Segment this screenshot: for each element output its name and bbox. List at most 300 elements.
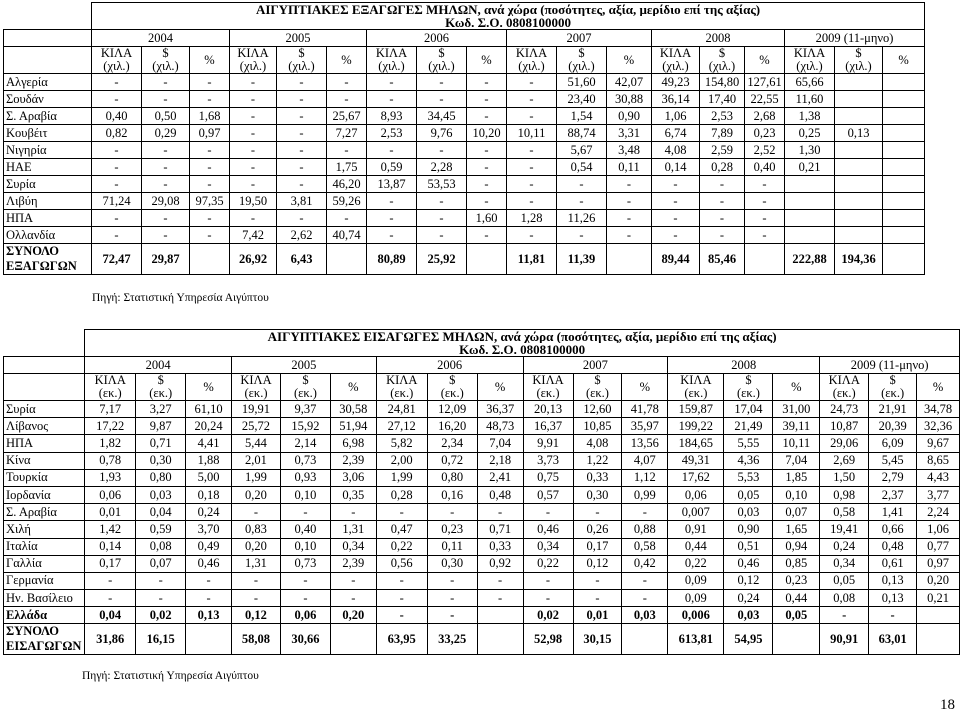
- table-cell: -: [376, 607, 427, 624]
- table-cell: 65,66: [785, 74, 835, 91]
- year-header: 2008: [652, 30, 785, 47]
- table-cell: 9,91: [523, 435, 573, 452]
- table-row: [4, 521, 960, 538]
- table-cell: 59,26: [327, 193, 367, 210]
- table-cell: -: [280, 572, 330, 589]
- table-cell: -: [427, 572, 477, 589]
- table-cell: 0,40: [92, 108, 142, 125]
- row-country: Ιταλία: [4, 538, 85, 555]
- row-country: ΗΑΕ: [4, 159, 92, 176]
- total-cell: [607, 244, 652, 275]
- table-cell: -: [869, 607, 917, 624]
- table-cell: 1,82: [85, 435, 136, 452]
- table-cell: -: [467, 108, 507, 125]
- table-cell: [835, 227, 883, 244]
- table-row: [4, 125, 925, 142]
- table-cell: -: [230, 210, 277, 227]
- table-row: [4, 74, 925, 91]
- table-cell: -: [367, 227, 417, 244]
- total-cell: 89,44: [652, 244, 700, 275]
- table-cell: 39,11: [773, 418, 820, 435]
- row-country: Λίβανος: [4, 418, 85, 435]
- table-cell: -: [230, 108, 277, 125]
- row-country: Τουρκία: [4, 469, 85, 486]
- table-cell: -: [652, 210, 700, 227]
- table-cell: 0,44: [773, 590, 820, 607]
- table-cell: 0,16: [427, 486, 477, 503]
- column-header-pct: %: [186, 374, 232, 401]
- year-header: 2005: [232, 357, 377, 374]
- table-cell: -: [573, 590, 622, 607]
- column-header-usd: $ (χιλ.): [277, 47, 327, 74]
- table-cell: -: [417, 74, 467, 91]
- table-cell: 2,28: [417, 159, 467, 176]
- row-country: Ελλάδα: [4, 607, 85, 624]
- table-cell: -: [417, 227, 467, 244]
- table-cell: 10,87: [820, 418, 869, 435]
- table-cell: -: [745, 193, 785, 210]
- total-cell: [477, 624, 523, 655]
- table-cell: 0,29: [142, 125, 190, 142]
- table-cell: -: [745, 176, 785, 193]
- table-cell: 0,59: [367, 159, 417, 176]
- table-row: [4, 418, 960, 435]
- table-cell: -: [467, 176, 507, 193]
- table-cell: 0,007: [668, 504, 724, 521]
- table-cell: 7,04: [477, 435, 523, 452]
- row-country: Ην. Βασίλειο: [4, 590, 85, 607]
- table-cell: 0,26: [573, 521, 622, 538]
- table-cell: -: [573, 572, 622, 589]
- column-header-pct: %: [477, 374, 523, 401]
- table-cell: 0,04: [136, 504, 186, 521]
- table-cell: 32,36: [917, 418, 960, 435]
- table-cell: 17,04: [724, 401, 773, 418]
- table-cell: 0,10: [280, 486, 330, 503]
- table-cell: 7,27: [327, 125, 367, 142]
- table-cell: 127,61: [745, 74, 785, 91]
- table-cell: -: [92, 159, 142, 176]
- table-cell: [785, 210, 835, 227]
- table-row: [4, 504, 960, 521]
- table-row: [4, 590, 960, 607]
- table-cell: 0,11: [427, 538, 477, 555]
- total-label: ΣΥΝΟΛΟ ΕΙΣΑΓΩΓΩΝ: [4, 624, 85, 655]
- column-header-kila: ΚΙΛΑ (χιλ.): [507, 47, 557, 74]
- table-cell: [835, 74, 883, 91]
- table-cell: 36,37: [477, 401, 523, 418]
- table-cell: -: [507, 91, 557, 108]
- table-cell: 0,01: [85, 504, 136, 521]
- total-cell: [327, 244, 367, 275]
- table-cell: -: [190, 74, 230, 91]
- table-cell: 5,44: [232, 435, 281, 452]
- table-cell: 4,08: [652, 142, 700, 159]
- table-cell: 88,74: [557, 125, 607, 142]
- table-cell: -: [477, 504, 523, 521]
- table-cell: 0,10: [773, 486, 820, 503]
- column-header-kila: ΚΙΛΑ (εκ.): [376, 374, 427, 401]
- table-cell: [835, 91, 883, 108]
- table-cell: 9,67: [917, 435, 960, 452]
- table-cell: -: [330, 504, 376, 521]
- table-cell: 30,58: [330, 401, 376, 418]
- column-header-kila: ΚΙΛΑ (χιλ.): [785, 47, 835, 74]
- total-cell: 80,89: [367, 244, 417, 275]
- table-cell: 30,88: [607, 91, 652, 108]
- row-country: Κουβέιτ: [4, 125, 92, 142]
- table-cell: 159,87: [668, 401, 724, 418]
- table-cell: 2,01: [232, 452, 281, 469]
- table-cell: 40,74: [327, 227, 367, 244]
- table-cell: 0,72: [427, 452, 477, 469]
- table-cell: 0,20: [917, 572, 960, 589]
- table-cell: 0,06: [668, 486, 724, 503]
- table-cell: 10,85: [573, 418, 622, 435]
- table-cell: 0,11: [607, 159, 652, 176]
- table-row: [4, 91, 925, 108]
- row-country: Ολλανδία: [4, 227, 92, 244]
- table-cell: 1,99: [232, 469, 281, 486]
- table-cell: 0,08: [820, 590, 869, 607]
- table-cell: -: [607, 193, 652, 210]
- table-cell: -: [232, 590, 281, 607]
- table-cell: 0,54: [557, 159, 607, 176]
- table-cell: -: [622, 590, 668, 607]
- table-cell: 0,28: [376, 486, 427, 503]
- row-country: ΗΠΑ: [4, 210, 92, 227]
- table-cell: -: [230, 176, 277, 193]
- table-cell: [883, 91, 925, 108]
- table-cell: -: [467, 193, 507, 210]
- table-cell: 34,45: [417, 108, 467, 125]
- table-cell: 0,09: [668, 590, 724, 607]
- table-cell: -: [700, 210, 745, 227]
- table-cell: -: [230, 125, 277, 142]
- table-cell: [835, 210, 883, 227]
- table-cell: 0,42: [622, 555, 668, 572]
- table-cell: 0,34: [330, 538, 376, 555]
- table-cell: 0,90: [724, 521, 773, 538]
- table-cell: 0,71: [477, 521, 523, 538]
- table-cell: 0,12: [724, 572, 773, 589]
- table-row: [4, 227, 925, 244]
- table-cell: -: [652, 227, 700, 244]
- table-cell: 2,62: [277, 227, 327, 244]
- table-cell: 0,006: [668, 607, 724, 624]
- table-cell: 0,30: [427, 555, 477, 572]
- table-cell: -: [92, 210, 142, 227]
- table-cell: -: [507, 227, 557, 244]
- table-cell: 1,38: [785, 108, 835, 125]
- table-cell: -: [327, 91, 367, 108]
- table-cell: -: [186, 572, 232, 589]
- table-cell: -: [277, 176, 327, 193]
- table-cell: [883, 74, 925, 91]
- table-cell: -: [700, 176, 745, 193]
- table-cell: 0,20: [232, 538, 281, 555]
- table-cell: 3,27: [136, 401, 186, 418]
- table-cell: -: [557, 193, 607, 210]
- table-cell: -: [376, 590, 427, 607]
- table-cell: 1,60: [467, 210, 507, 227]
- year-header: 2004: [85, 357, 232, 374]
- table-cell: 0,25: [785, 125, 835, 142]
- table-cell: 0,33: [477, 538, 523, 555]
- exports-title: ΑΙΓΥΠΤΙΑΚΕΣ ΕΞΑΓΩΓΕΣ ΜΗΛΩΝ, ανά χώρα (ποσότητες, αξία, μερίδιο επί της αξίας): [92, 3, 925, 17]
- table-cell: 16,37: [523, 418, 573, 435]
- table-cell: 0,12: [573, 555, 622, 572]
- table-cell: 3,06: [330, 469, 376, 486]
- table-cell: 36,14: [652, 91, 700, 108]
- table-cell: 2,52: [745, 142, 785, 159]
- table-cell: -: [417, 193, 467, 210]
- column-header-pct: %: [745, 47, 785, 74]
- row-country: Γερμανία: [4, 572, 85, 589]
- table-cell: 3,77: [917, 486, 960, 503]
- table-cell: [785, 176, 835, 193]
- table-row: [4, 555, 960, 572]
- table-cell: 0,46: [523, 521, 573, 538]
- table-cell: -: [367, 142, 417, 159]
- table-cell: 0,13: [186, 607, 232, 624]
- table-cell: 1,06: [652, 108, 700, 125]
- table-cell: [835, 176, 883, 193]
- table-cell: 0,14: [652, 159, 700, 176]
- table-cell: 0,66: [869, 521, 917, 538]
- table-cell: 0,48: [869, 538, 917, 555]
- column-header-usd: $ (εκ.): [724, 374, 773, 401]
- year-header: 2009 (11-μηνο): [785, 30, 925, 47]
- row-country: Αλγερία: [4, 74, 92, 91]
- table-cell: 2,39: [330, 452, 376, 469]
- table-cell: 0,03: [622, 607, 668, 624]
- table-cell: 2,79: [869, 469, 917, 486]
- table-row: [4, 572, 960, 589]
- imports-table: [3, 329, 960, 655]
- table-cell: 4,41: [186, 435, 232, 452]
- table-cell: -: [92, 227, 142, 244]
- table-cell: 1,88: [186, 452, 232, 469]
- total-cell: 26,92: [230, 244, 277, 275]
- column-header-usd: $ (χιλ.): [142, 47, 190, 74]
- table-cell: 25,67: [327, 108, 367, 125]
- table-cell: -: [745, 227, 785, 244]
- table-cell: 7,04: [773, 452, 820, 469]
- table-cell: 0,23: [745, 125, 785, 142]
- table-cell: 0,35: [330, 486, 376, 503]
- table-cell: 0,80: [136, 469, 186, 486]
- table-cell: 5,55: [724, 435, 773, 452]
- table-cell: 0,40: [745, 159, 785, 176]
- total-cell: [745, 244, 785, 275]
- table-cell: 31,00: [773, 401, 820, 418]
- table-cell: -: [142, 176, 190, 193]
- table-cell: -: [477, 590, 523, 607]
- table-cell: 0,46: [724, 555, 773, 572]
- table-cell: 9,87: [136, 418, 186, 435]
- table-cell: -: [232, 572, 281, 589]
- table-cell: 3,70: [186, 521, 232, 538]
- table-cell: 24,73: [820, 401, 869, 418]
- table-cell: 0,85: [773, 555, 820, 572]
- table-cell: 46,20: [327, 176, 367, 193]
- table-cell: -: [467, 159, 507, 176]
- table-cell: 29,08: [142, 193, 190, 210]
- table-cell: 1,31: [330, 521, 376, 538]
- table-cell: -: [820, 607, 869, 624]
- table-cell: [835, 142, 883, 159]
- table-cell: -: [507, 142, 557, 159]
- total-cell: [330, 624, 376, 655]
- table-cell: [883, 210, 925, 227]
- total-cell: 222,88: [785, 244, 835, 275]
- table-cell: 0,05: [724, 486, 773, 503]
- table-cell: 42,07: [607, 74, 652, 91]
- table-cell: 11,26: [557, 210, 607, 227]
- table-cell: 0,97: [190, 125, 230, 142]
- table-cell: -: [745, 210, 785, 227]
- column-header-usd: $ (εκ.): [869, 374, 917, 401]
- table-cell: 7,42: [230, 227, 277, 244]
- total-cell: [883, 244, 925, 275]
- table-cell: 17,22: [85, 418, 136, 435]
- row-country: Σουδάν: [4, 91, 92, 108]
- table-cell: 1,28: [507, 210, 557, 227]
- table-cell: 15,92: [280, 418, 330, 435]
- table-cell: -: [467, 227, 507, 244]
- table-cell: -: [652, 193, 700, 210]
- table-cell: [835, 193, 883, 210]
- table-cell: 0,21: [917, 590, 960, 607]
- table-cell: 0,24: [186, 504, 232, 521]
- column-header-kila: ΚΙΛΑ (εκ.): [85, 374, 136, 401]
- table-cell: 2,39: [330, 555, 376, 572]
- table-cell: 5,45: [869, 452, 917, 469]
- column-header-usd: $ (εκ.): [280, 374, 330, 401]
- table-cell: 0,03: [724, 607, 773, 624]
- table-cell: -: [607, 176, 652, 193]
- imports-source: Πηγή: Στατιστική Υπηρεσία Αιγύπτου: [82, 670, 259, 682]
- total-cell: 58,08: [232, 624, 281, 655]
- table-cell: 0,99: [622, 486, 668, 503]
- table-cell: -: [330, 572, 376, 589]
- table-cell: [835, 159, 883, 176]
- table-cell: -: [376, 572, 427, 589]
- table-cell: 0,77: [917, 538, 960, 555]
- total-cell: 85,46: [700, 244, 745, 275]
- table-cell: -: [700, 227, 745, 244]
- table-cell: 2,24: [917, 504, 960, 521]
- table-cell: [883, 108, 925, 125]
- total-cell: 30,15: [573, 624, 622, 655]
- table-cell: -: [417, 210, 467, 227]
- table-cell: 49,23: [652, 74, 700, 91]
- table-cell: 2,18: [477, 452, 523, 469]
- total-cell: 52,98: [523, 624, 573, 655]
- total-cell: 194,36: [835, 244, 883, 275]
- column-header-kila: ΚΙΛΑ (εκ.): [668, 374, 724, 401]
- table-cell: 12,09: [427, 401, 477, 418]
- table-cell: 0,34: [523, 538, 573, 555]
- table-cell: 184,65: [668, 435, 724, 452]
- table-cell: 0,20: [232, 486, 281, 503]
- table-cell: 71,24: [92, 193, 142, 210]
- table-cell: 21,49: [724, 418, 773, 435]
- year-header: 2008: [668, 357, 820, 374]
- table-cell: [883, 142, 925, 159]
- row-country: Συρία: [4, 176, 92, 193]
- table-cell: 0,47: [376, 521, 427, 538]
- table-row: [4, 469, 960, 486]
- table-cell: -: [467, 142, 507, 159]
- table-cell: -: [190, 176, 230, 193]
- table-cell: 13,87: [367, 176, 417, 193]
- table-cell: 0,12: [232, 607, 281, 624]
- table-cell: 5,00: [186, 469, 232, 486]
- table-cell: 0,02: [136, 607, 186, 624]
- table-cell: 0,30: [136, 452, 186, 469]
- table-cell: 2,14: [280, 435, 330, 452]
- table-cell: -: [277, 142, 327, 159]
- table-cell: 0,49: [186, 538, 232, 555]
- table-cell: 3,31: [607, 125, 652, 142]
- table-cell: 51,60: [557, 74, 607, 91]
- table-cell: 48,73: [477, 418, 523, 435]
- table-row: [4, 486, 960, 503]
- table-cell: -: [136, 590, 186, 607]
- table-cell: 49,31: [668, 452, 724, 469]
- column-header-kila: ΚΙΛΑ (χιλ.): [230, 47, 277, 74]
- table-cell: 0,23: [773, 572, 820, 589]
- table-cell: -: [652, 176, 700, 193]
- table-cell: 0,01: [573, 607, 622, 624]
- table-cell: 5,67: [557, 142, 607, 159]
- table-cell: -: [607, 227, 652, 244]
- table-cell: 0,17: [85, 555, 136, 572]
- table-cell: 0,21: [785, 159, 835, 176]
- table-cell: 4,36: [724, 452, 773, 469]
- total-cell: 54,95: [724, 624, 773, 655]
- table-cell: 1,12: [622, 469, 668, 486]
- table-cell: 5,53: [724, 469, 773, 486]
- table-cell: -: [507, 193, 557, 210]
- table-cell: 0,13: [869, 572, 917, 589]
- table-cell: 1,54: [557, 108, 607, 125]
- table-cell: 6,09: [869, 435, 917, 452]
- table-cell: 0,48: [477, 486, 523, 503]
- table-cell: -: [230, 142, 277, 159]
- table-cell: -: [142, 74, 190, 91]
- table-cell: 0,03: [136, 486, 186, 503]
- table-cell: -: [190, 142, 230, 159]
- table-cell: 0,09: [668, 572, 724, 589]
- table-cell: 1,30: [785, 142, 835, 159]
- total-cell: 63,95: [376, 624, 427, 655]
- table-cell: [917, 607, 960, 624]
- year-header: 2004: [92, 30, 230, 47]
- column-header-usd: $ (χιλ.): [557, 47, 607, 74]
- row-country: Νιγηρία: [4, 142, 92, 159]
- table-cell: -: [92, 91, 142, 108]
- table-cell: -: [607, 210, 652, 227]
- table-cell: [883, 176, 925, 193]
- table-cell: 35,97: [622, 418, 668, 435]
- table-cell: 19,91: [232, 401, 281, 418]
- table-cell: [883, 159, 925, 176]
- column-header-kila: ΚΙΛΑ (χιλ.): [652, 47, 700, 74]
- table-cell: 0,82: [92, 125, 142, 142]
